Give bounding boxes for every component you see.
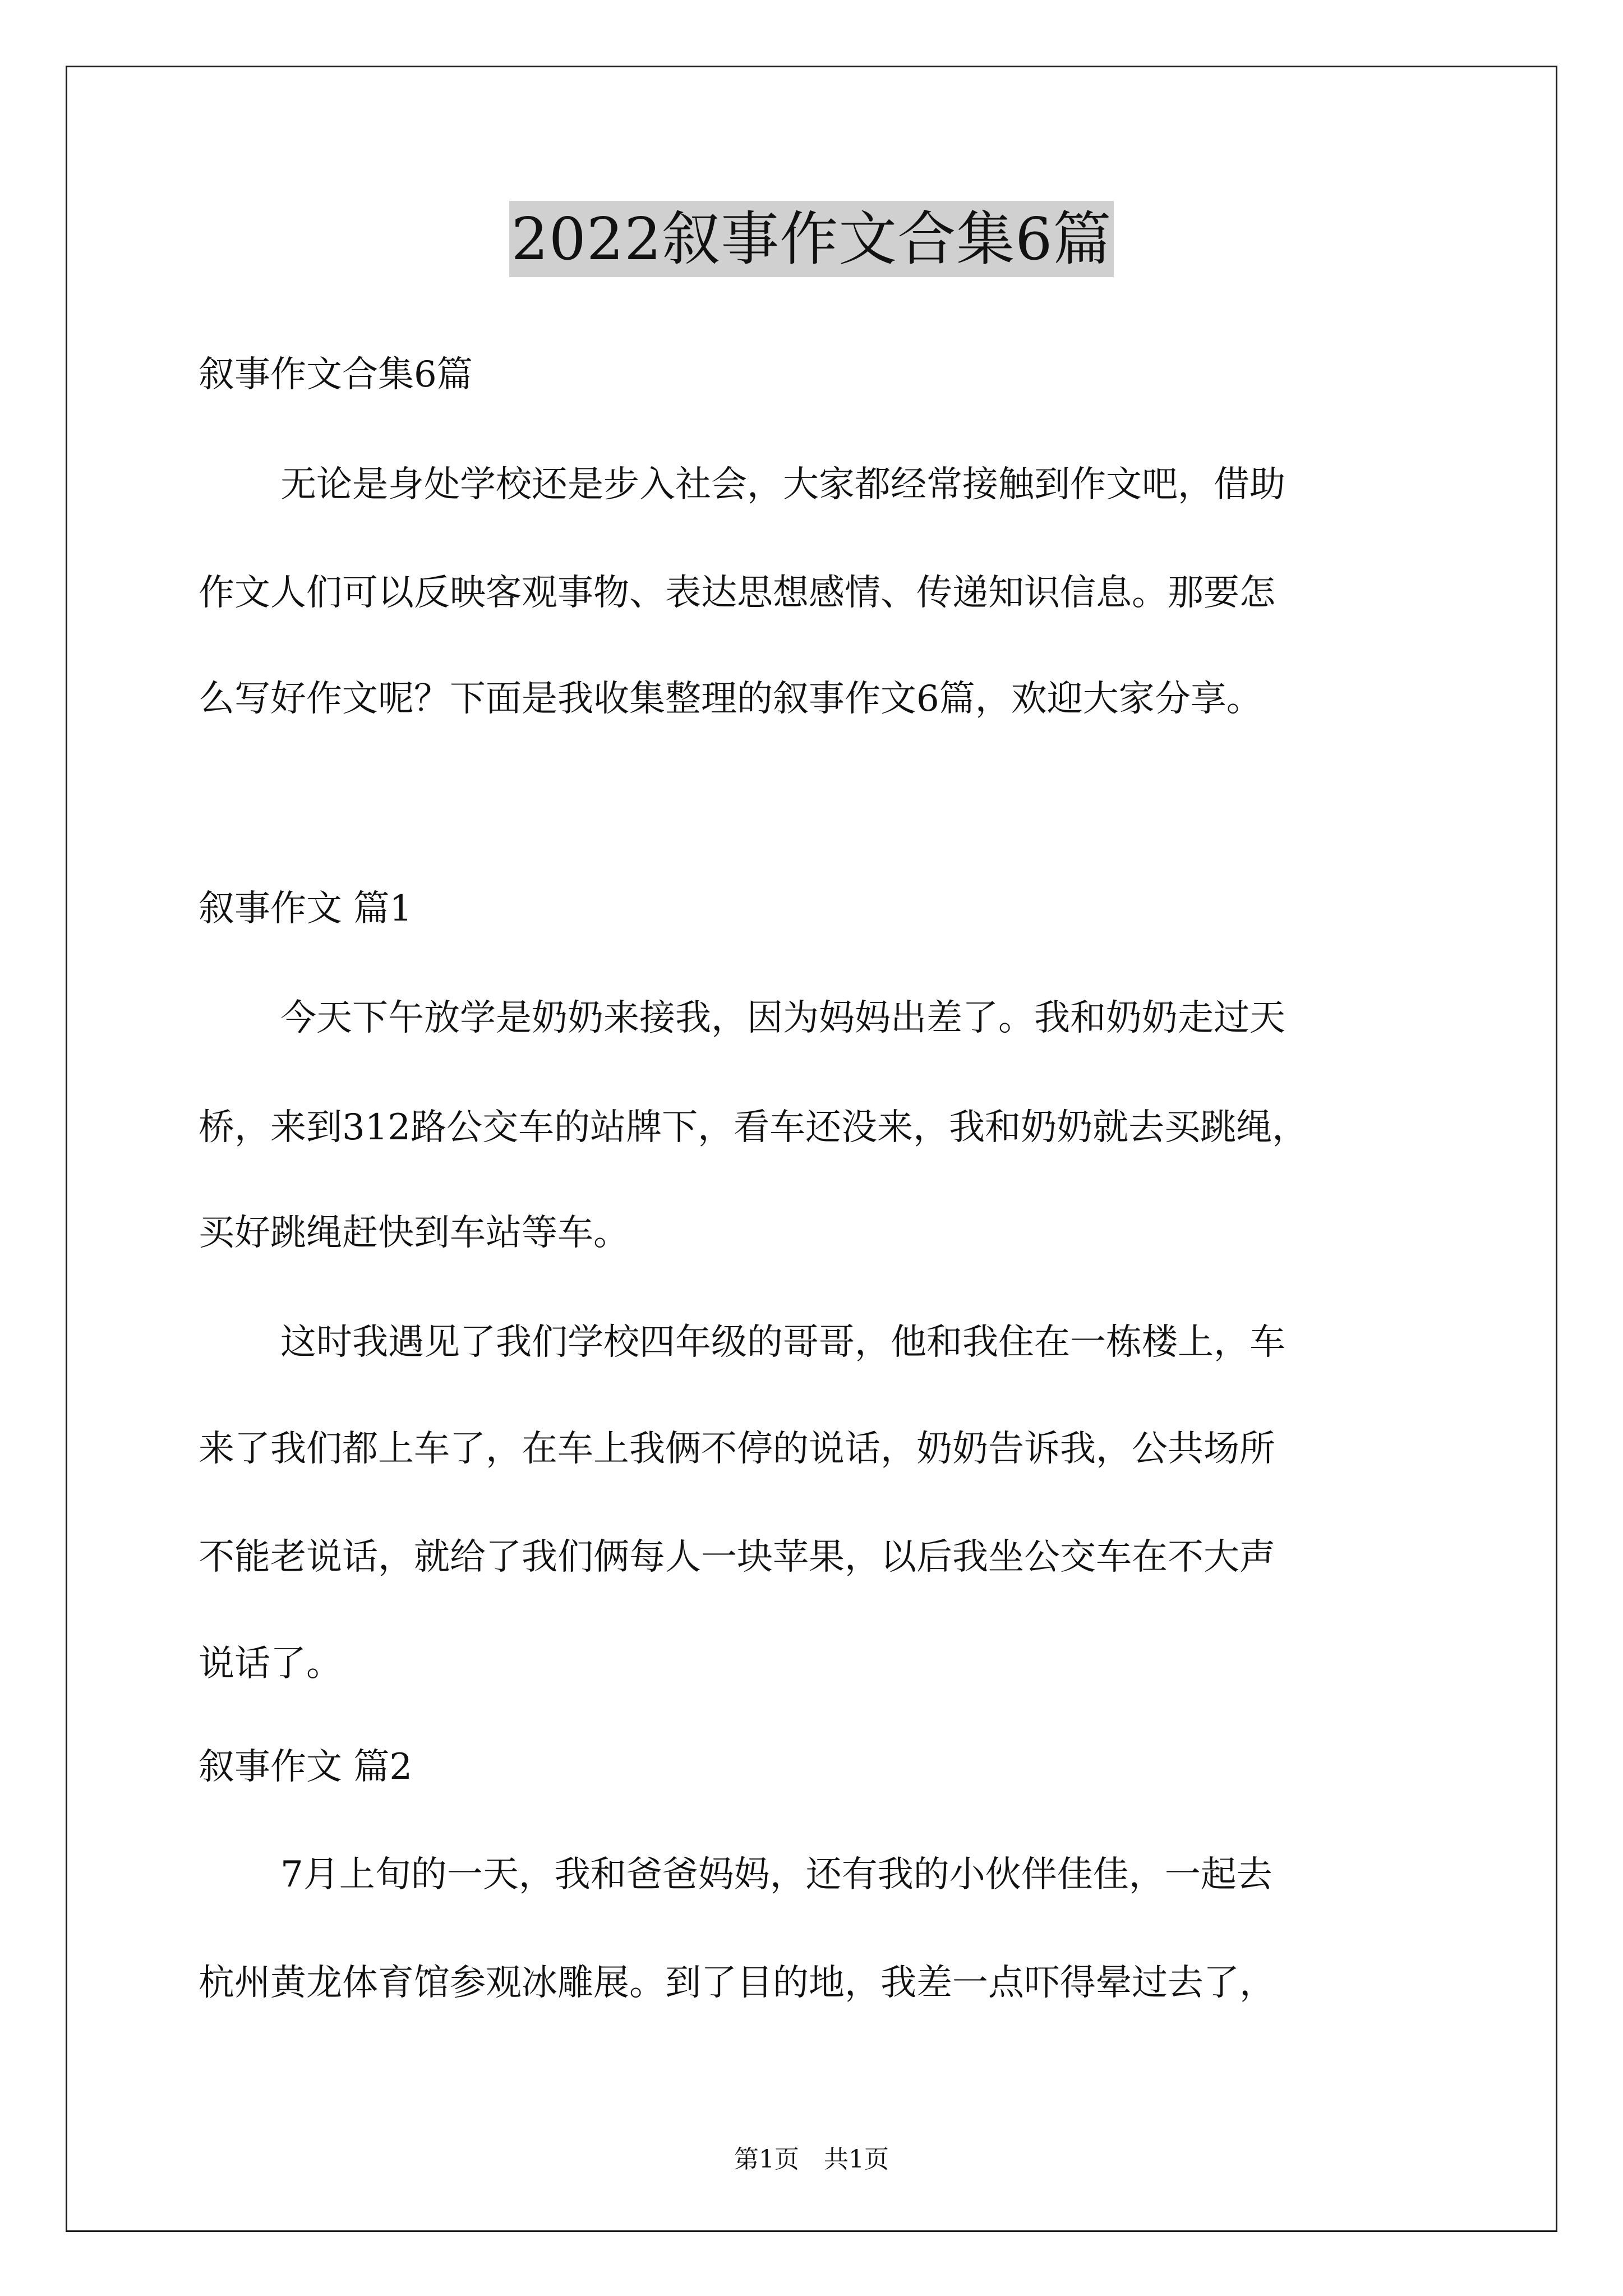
paragraph-line: 7月上旬的一天，我和爸爸妈妈，还有我的小伙伴佳佳，一起去 [280, 1854, 1272, 1895]
paragraph-line: 买好跳绳赶快到车站等车。 [199, 1212, 629, 1254]
paragraph-line: 桥，来到312路公交车的站牌下，看车还没来，我和奶奶就去买跳绳， [199, 1107, 1308, 1148]
paragraph-line: 这时我遇见了我们学校四年级的哥哥，他和我住在一栋楼上，车 [280, 1322, 1285, 1363]
paragraph-line: 不能老说话，就给了我们俩每人一块苹果，以后我坐公交车在不大声 [199, 1536, 1275, 1578]
paragraph-line: 无论是身处学校还是步入社会，大家都经常接触到作文吧，借助 [280, 464, 1285, 505]
page-footer: 第1页 共1页 [734, 2145, 889, 2174]
paragraph-line: 今天下午放学是奶奶来接我，因为妈妈出差了。我和奶奶走过天 [280, 997, 1285, 1039]
paragraph-line: 说话了。 [199, 1643, 342, 1685]
section-heading-1: 叙事作文 篇1 [199, 888, 413, 930]
document-title: 2022叙事作文合集6篇 [509, 201, 1114, 277]
title-container [0, 201, 1623, 277]
paragraph-line: 作文人们可以反映客观事物、表达思想感情、传递知识信息。那要怎 [199, 572, 1275, 614]
paragraph-line: 杭州黄龙体育馆参观冰雕展。到了目的地，我差一点吓得晕过去了， [199, 1962, 1275, 2004]
section-heading-2: 叙事作文 篇2 [199, 1746, 413, 1788]
paragraph-line: 来了我们都上车了，在车上我俩不停的说话，奶奶告诉我，公共场所 [199, 1428, 1275, 1470]
paragraph-line: 么写好作文呢？下面是我收集整理的叙事作文6篇，欢迎大家分享。 [199, 678, 1262, 720]
subtitle-line: 叙事作文合集6篇 [199, 354, 473, 395]
